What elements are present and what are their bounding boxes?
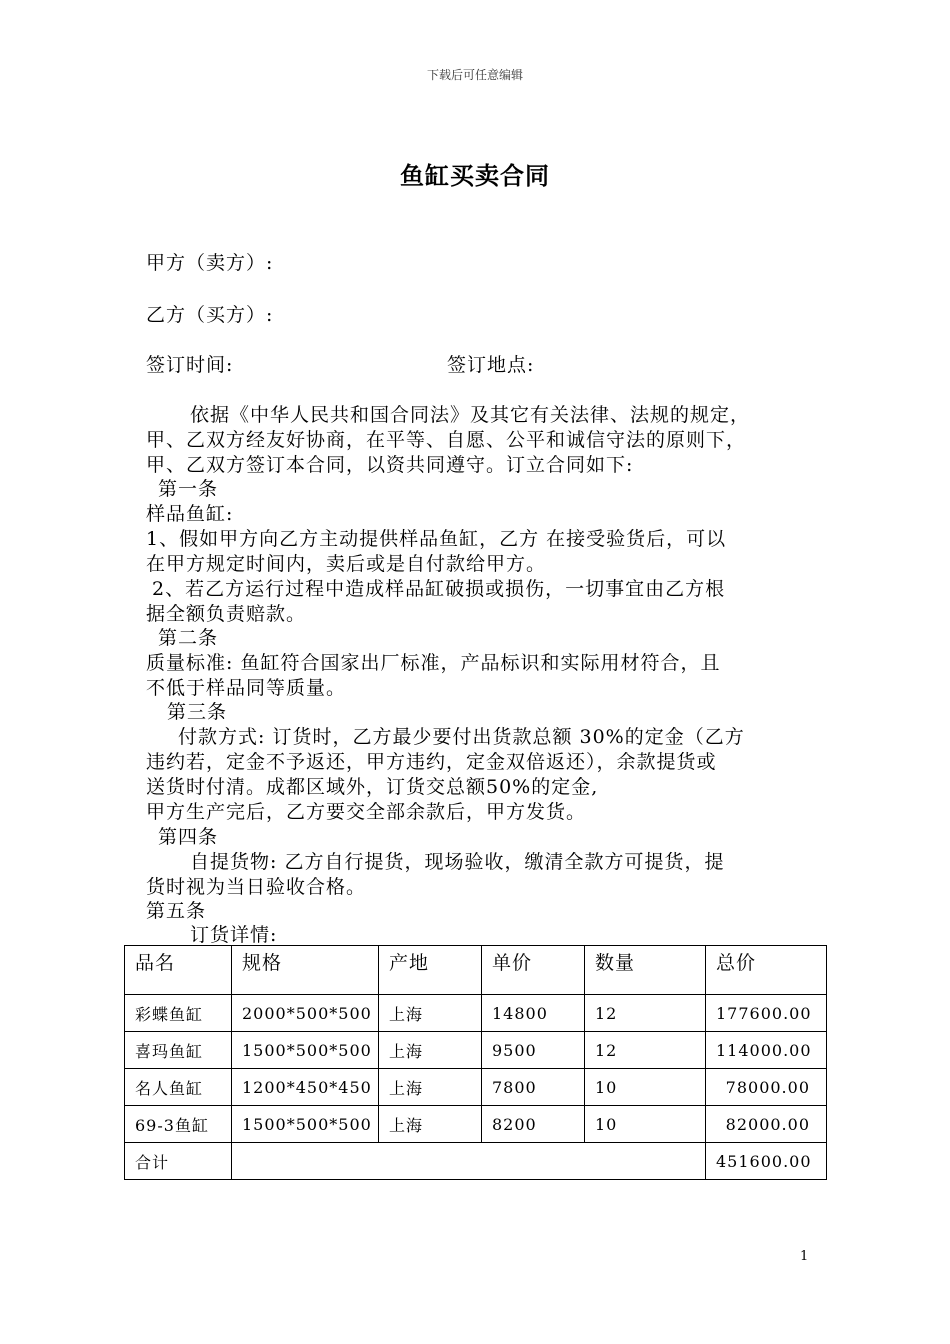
table-cell: 名人鱼缸 xyxy=(125,1069,232,1106)
header-cell-spec: 规格 xyxy=(232,946,379,995)
article-2-line: 不低于样品同等质量。 xyxy=(146,677,347,699)
header-cell-unit-price: 单价 xyxy=(482,946,585,995)
article-4-heading: 第四条 xyxy=(158,826,219,848)
article-3-line: 付款方式: 订货时，乙方最少要付出货款总额 30%的定金（乙方 xyxy=(178,726,745,748)
article-1-line: 2、若乙方运行过程中造成样品缸破损或损伤，一切事宜由乙方根 xyxy=(152,578,726,600)
table-cell: 上海 xyxy=(379,1069,482,1106)
intro-line: 甲、乙双方经友好协商，在平等、自愿、公平和诚信守法的原则下， xyxy=(146,429,747,451)
table-cell: 82000.00 xyxy=(706,1106,827,1143)
table-header-row xyxy=(125,946,827,995)
sign-place-label: 签订地点: xyxy=(447,354,535,376)
table-cell: 1500*500*500 xyxy=(232,1032,379,1069)
article-1-line: 1、假如甲方向乙方主动提供样品鱼缸，乙方 在接受验货后，可以 xyxy=(146,528,727,550)
intro-line: 依据《中华人民共和国合同法》及其它有关法律、法规的规定， xyxy=(190,404,751,426)
article-5-subheading: 订货详情: xyxy=(190,924,278,946)
table-cell: 上海 xyxy=(379,1106,482,1143)
party-b-label: 乙方（买方）: xyxy=(146,304,274,326)
table-row xyxy=(125,995,827,1032)
header-cell-quantity: 数量 xyxy=(585,946,706,995)
table-cell: 1200*450*450 xyxy=(232,1069,379,1106)
table-cell: 1500*500*500 xyxy=(232,1106,379,1143)
order-details-table xyxy=(124,945,827,1180)
article-3-line: 甲方生产完后，乙方要交全部余款后，甲方发货。 xyxy=(146,801,587,823)
table-cell: 177600.00 xyxy=(706,995,827,1032)
table-cell: 7800 xyxy=(482,1069,585,1106)
article-3-line: 送货时付清。成都区域外，订货交总额50%的定金, xyxy=(146,776,599,798)
article-2-line: 质量标准: 鱼缸符合国家出厂标准，产品标识和实际用材符合，且 xyxy=(146,652,721,674)
header-note: 下载后可任意编辑 xyxy=(426,68,523,82)
table-cell: 12 xyxy=(585,1032,706,1069)
table-cell: 喜玛鱼缸 xyxy=(125,1032,232,1069)
party-a-label: 甲方（卖方）: xyxy=(146,252,274,274)
table-cell: 14800 xyxy=(482,995,585,1032)
table-cell: 78000.00 xyxy=(706,1069,827,1106)
table-total-row xyxy=(125,1143,827,1180)
table-cell: 2000*500*500 xyxy=(232,995,379,1032)
table-cell: 9500 xyxy=(482,1032,585,1069)
table-cell: 12 xyxy=(585,995,706,1032)
table-cell: 上海 xyxy=(379,1032,482,1069)
article-1-heading: 第一条 xyxy=(158,478,219,500)
total-value-cell: 451600.00 xyxy=(706,1143,827,1180)
article-1-line: 据全额负责赔款。 xyxy=(146,603,307,625)
article-5-heading: 第五条 xyxy=(146,900,207,922)
table-cell: 69-3鱼缸 xyxy=(125,1106,232,1143)
article-1-subheading: 样品鱼缸: xyxy=(146,503,234,525)
sign-time-label: 签订时间: xyxy=(146,354,234,376)
intro-line: 甲、乙双方签订本合同，以资共同遵守。订立合同如下: xyxy=(146,454,634,476)
article-4-line: 自提货物: 乙方自行提货，现场验收，缴清全款方可提货，提 xyxy=(190,851,725,873)
table-cell: 彩蝶鱼缸 xyxy=(125,995,232,1032)
document-title: 鱼缸买卖合同 xyxy=(400,161,550,190)
table-cell: 上海 xyxy=(379,995,482,1032)
total-label-cell: 合计 xyxy=(125,1143,232,1180)
table-row xyxy=(125,1069,827,1106)
table-cell: 8200 xyxy=(482,1106,585,1143)
article-1-line: 在甲方规定时间内，卖后或是自付款给甲方。 xyxy=(146,553,547,575)
page-number: 1 xyxy=(800,1249,809,1264)
table-row xyxy=(125,1032,827,1069)
article-3-line: 违约若，定金不予返还，甲方违约，定金双倍返还），余款提货或 xyxy=(146,751,717,773)
table-row xyxy=(125,1106,827,1143)
table-cell: 114000.00 xyxy=(706,1032,827,1069)
total-blank-cell xyxy=(232,1143,706,1180)
article-4-line: 货时视为当日验收合格。 xyxy=(146,876,367,898)
article-3-heading: 第三条 xyxy=(167,701,228,723)
table-cell: 10 xyxy=(585,1106,706,1143)
article-2-heading: 第二条 xyxy=(158,627,219,649)
header-cell-total: 总价 xyxy=(706,946,827,995)
header-cell-origin: 产地 xyxy=(379,946,482,995)
header-cell-name: 品名 xyxy=(125,946,232,995)
table-cell: 10 xyxy=(585,1069,706,1106)
